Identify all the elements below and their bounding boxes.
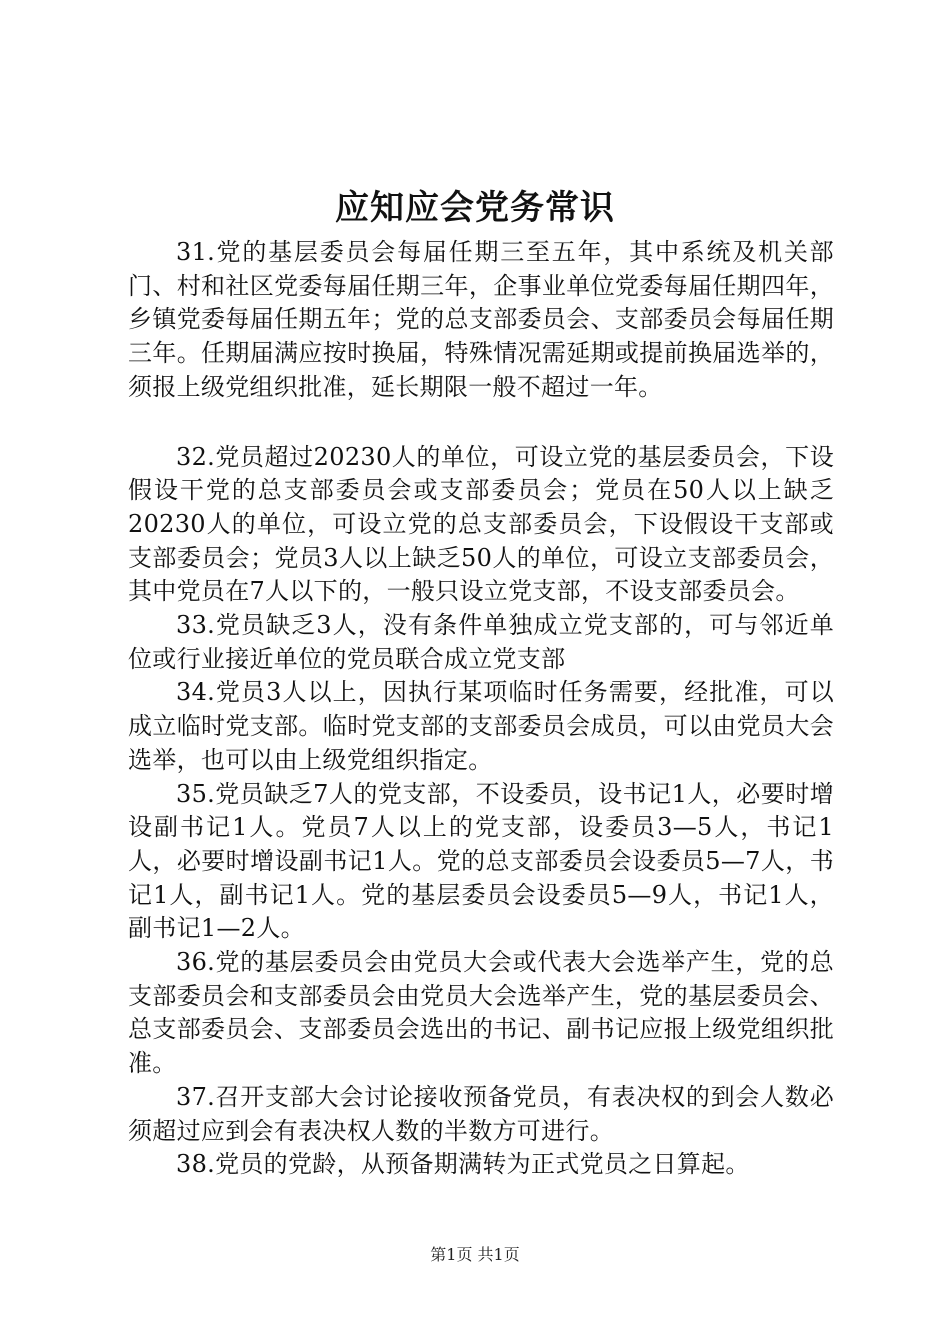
paragraph-33: 33.党员缺乏3人，没有条件单独成立党支部的，可与邻近单位或行业接近单位的党员联合成立党支部 xyxy=(128,611,834,673)
paragraph-37: 37.召开支部大会讨论接收预备党员，有表决权的到会人数必须超过应到会有表决权人数的半数方可进行。 xyxy=(128,1082,834,1145)
paragraph-31: 31.党的基层委员会每届任期三至五年，其中系统及机关部门、村和社区党委每届任期三年，企事业单位党委每届任期四年，乡镇党委每届任期五年；党的总支部委员会、支部委员会每届任期三年。任期届满应按时换届，特殊情况需延期或提前换届选举的，须报上级党组织批准，延长期限一般不超过一年。 xyxy=(128,238,834,401)
document-body xyxy=(128,236,834,1182)
document-title: 应知应会党务常识 xyxy=(335,188,615,228)
paragraph-34: 34.党员3人以上，因执行某项临时任务需要，经批准，可以成立临时党支部。临时党支部的支部委员会成员，可以由党员大会选举，也可以由上级党组织指定。 xyxy=(128,678,834,774)
paragraph-38: 38.党员的党龄，从预备期满转为正式党员之日算起。 xyxy=(176,1150,750,1179)
paragraph-35: 35.党员缺乏7人的党支部，不设委员，设书记1人，必要时增设副书记1人。党员7人以上的党支部，设委员3—5人，书记1人，必要时增设副书记1人。党的总支部委员会设委员5—7人，书记1人，副书记1人。党的基层委员会设委员5—9人，书记1人，副书记1—2人。 xyxy=(128,779,834,943)
page-footer: 第1页 共1页 xyxy=(430,1245,520,1264)
paragraph-36: 36.党的基层委员会由党员大会或代表大会选举产生，党的总支部委员会和支部委员会由党员大会选举产生，党的基层委员会、总支部委员会、支部委员会选出的书记、副书记应报上级党组织批准。 xyxy=(128,948,834,1078)
paragraph-32: 32.党员超过20230人的单位，可设立党的基层委员会，下设假设干党的总支部委员会或支部委员会；党员在50人以上缺乏20230人的单位，可设立党的总支部委员会，下设假设干支部或支部委员会；党员3人以上缺乏50人的单位，可设立支部委员会，其中党员在7人以下的，一般只设立党支部，不设支部委员会。 xyxy=(128,442,834,606)
